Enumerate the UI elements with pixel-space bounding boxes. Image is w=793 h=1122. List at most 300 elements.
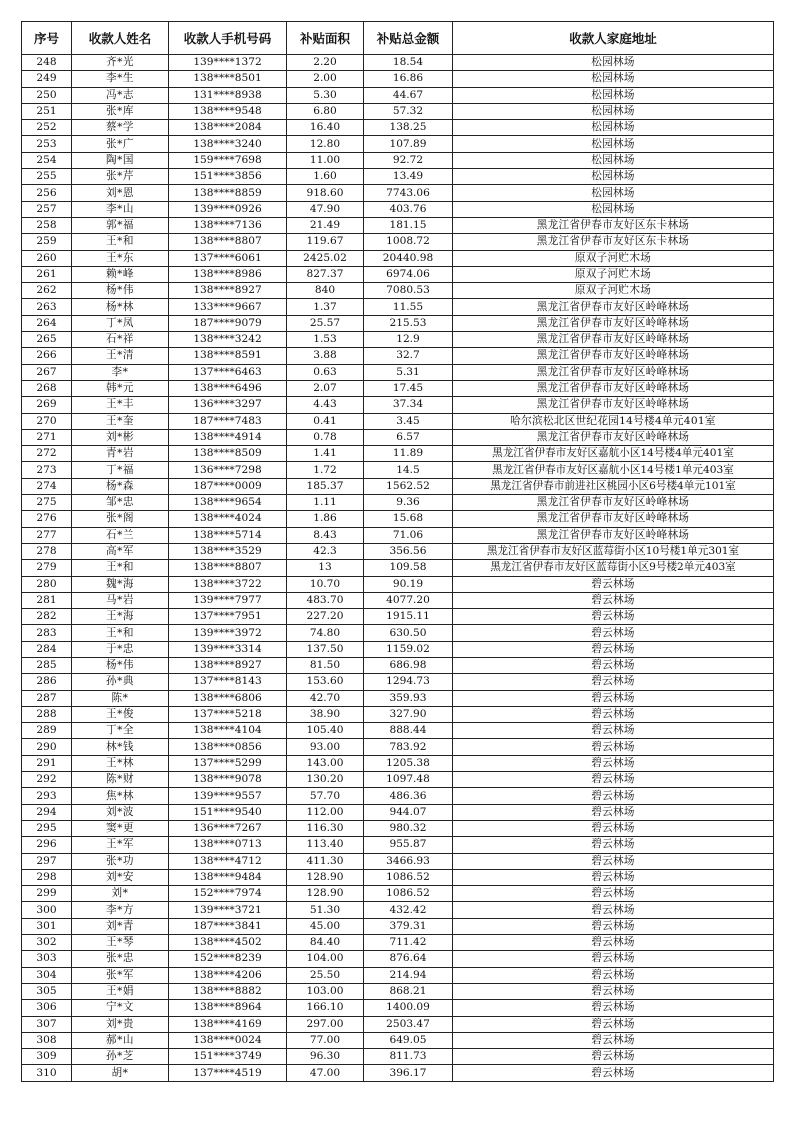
payee-phone-cell: 151****9540 xyxy=(169,804,287,820)
subsidy-amount-cell: 109.58 xyxy=(364,560,453,576)
payee-name-cell: 蔡*学 xyxy=(72,120,169,136)
payee-name-cell: 刘*波 xyxy=(72,804,169,820)
subsidy-amount-cell: 16.86 xyxy=(364,71,453,87)
payee-phone-cell: 138****6806 xyxy=(169,690,287,706)
serial-no-cell: 251 xyxy=(22,103,72,119)
subsidy-amount-cell: 15.68 xyxy=(364,511,453,527)
payee-name-cell: 焦*林 xyxy=(72,788,169,804)
home-address-cell: 黑龙江省伊春市友好区东卡林场 xyxy=(453,217,774,233)
payee-phone-cell: 137****4519 xyxy=(169,1065,287,1081)
table-row xyxy=(22,755,774,771)
table-row xyxy=(22,657,774,673)
subsidy-amount-cell: 7743.06 xyxy=(364,185,453,201)
payee-phone-cell: 138****9484 xyxy=(169,869,287,885)
table-row xyxy=(22,560,774,576)
home-address-cell: 黑龙江省伊春市友好区蓝莓街小区10号楼1单元301室 xyxy=(453,543,774,559)
table-row xyxy=(22,592,774,608)
serial-no-cell: 307 xyxy=(22,1016,72,1032)
subsidy-amount-cell: 1159.02 xyxy=(364,641,453,657)
serial-no-cell: 304 xyxy=(22,967,72,983)
payee-phone-cell: 187****9079 xyxy=(169,315,287,331)
subsidy-area-cell: 38.90 xyxy=(287,706,364,722)
subsidy-area-cell: 96.30 xyxy=(287,1049,364,1065)
subsidy-area-cell: 128.90 xyxy=(287,886,364,902)
serial-no-cell: 284 xyxy=(22,641,72,657)
payee-name-cell: 邹*忠 xyxy=(72,495,169,511)
serial-no-cell: 294 xyxy=(22,804,72,820)
payee-phone-cell: 138****8882 xyxy=(169,983,287,999)
payee-name-cell: 张*库 xyxy=(72,103,169,119)
subsidy-area-cell: 8.43 xyxy=(287,527,364,543)
subsidy-amount-cell: 181.15 xyxy=(364,217,453,233)
subsidy-amount-cell: 107.89 xyxy=(364,136,453,152)
home-address-cell: 碧云林场 xyxy=(453,886,774,902)
subsidy-amount-cell: 12.9 xyxy=(364,332,453,348)
subsidy-area-cell: 1.37 xyxy=(287,299,364,315)
payee-phone-cell: 152****7974 xyxy=(169,886,287,902)
payee-name-cell: 刘*安 xyxy=(72,869,169,885)
payee-name-cell: 杨*伟 xyxy=(72,283,169,299)
subsidy-area-cell: 77.00 xyxy=(287,1032,364,1048)
home-address-cell: 黑龙江省伊春市友好区岭峰林场 xyxy=(453,332,774,348)
payee-phone-cell: 151****3749 xyxy=(169,1049,287,1065)
home-address-cell: 碧云林场 xyxy=(453,967,774,983)
subsidy-amount-cell: 876.64 xyxy=(364,951,453,967)
payee-phone-cell: 138****4712 xyxy=(169,853,287,869)
subsidy-amount-cell: 138.25 xyxy=(364,120,453,136)
payee-phone-cell: 139****3314 xyxy=(169,641,287,657)
table-row xyxy=(22,1000,774,1016)
home-address-cell: 原双子河贮木场 xyxy=(453,250,774,266)
table-row xyxy=(22,71,774,87)
payee-name-cell: 王*海 xyxy=(72,609,169,625)
table-row xyxy=(22,1016,774,1032)
home-address-cell: 碧云林场 xyxy=(453,641,774,657)
home-address-cell: 碧云林场 xyxy=(453,1000,774,1016)
payee-name-cell: 李*山 xyxy=(72,201,169,217)
table-body xyxy=(22,55,774,1082)
home-address-cell: 松园林场 xyxy=(453,169,774,185)
subsidy-area-cell: 483.70 xyxy=(287,592,364,608)
subsidy-amount-cell: 13.49 xyxy=(364,169,453,185)
payee-name-cell: 王*东 xyxy=(72,250,169,266)
serial-no-cell: 296 xyxy=(22,837,72,853)
serial-no-cell: 273 xyxy=(22,462,72,478)
home-address-cell: 松园林场 xyxy=(453,136,774,152)
payee-phone-cell: 138****4104 xyxy=(169,723,287,739)
payee-name-cell: 王*琴 xyxy=(72,935,169,951)
payee-name-cell: 王*俊 xyxy=(72,706,169,722)
table-row xyxy=(22,283,774,299)
subsidy-area-cell: 1.86 xyxy=(287,511,364,527)
subsidy-amount-cell: 888.44 xyxy=(364,723,453,739)
home-address-cell: 碧云林场 xyxy=(453,983,774,999)
home-address-cell: 黑龙江省伊春市友好区蓝莓街小区9号楼2单元403室 xyxy=(453,560,774,576)
subsidy-area-cell: 2.07 xyxy=(287,380,364,396)
subsidy-area-cell: 2.20 xyxy=(287,55,364,71)
serial-no-cell: 278 xyxy=(22,543,72,559)
table-row xyxy=(22,169,774,185)
serial-no-cell: 302 xyxy=(22,935,72,951)
serial-no-cell: 290 xyxy=(22,739,72,755)
payee-phone-cell: 138****3529 xyxy=(169,543,287,559)
table-row xyxy=(22,576,774,592)
table-row xyxy=(22,511,774,527)
table-row xyxy=(22,723,774,739)
table-row xyxy=(22,869,774,885)
table-row xyxy=(22,674,774,690)
home-address-cell: 碧云林场 xyxy=(453,657,774,673)
payee-name-cell: 王*清 xyxy=(72,348,169,364)
home-address-cell: 黑龙江省伊春市友好区嘉航小区14号楼1单元403室 xyxy=(453,462,774,478)
subsidy-amount-cell: 1400.09 xyxy=(364,1000,453,1016)
serial-no-cell: 257 xyxy=(22,201,72,217)
table-header xyxy=(22,22,774,55)
payee-name-cell: 齐*光 xyxy=(72,55,169,71)
table-row xyxy=(22,902,774,918)
payee-phone-cell: 138****0024 xyxy=(169,1032,287,1048)
payee-name-cell: 张*芹 xyxy=(72,169,169,185)
subsidy-amount-cell: 32.7 xyxy=(364,348,453,364)
serial-no-cell: 299 xyxy=(22,886,72,902)
subsidy-area-cell: 137.50 xyxy=(287,641,364,657)
table-row xyxy=(22,853,774,869)
subsidy-amount-cell: 1562.52 xyxy=(364,478,453,494)
payee-name-cell: 王*和 xyxy=(72,560,169,576)
payee-name-cell: 杨*伟 xyxy=(72,657,169,673)
serial-no-cell: 248 xyxy=(22,55,72,71)
home-address-cell: 碧云林场 xyxy=(453,804,774,820)
home-address-cell: 碧云林场 xyxy=(453,576,774,592)
table-row xyxy=(22,429,774,445)
header-payee-home-address: 收款人家庭地址 xyxy=(453,22,774,55)
subsidy-area-cell: 42.3 xyxy=(287,543,364,559)
serial-no-cell: 285 xyxy=(22,657,72,673)
subsidy-area-cell: 3.88 xyxy=(287,348,364,364)
payee-name-cell: 郝*山 xyxy=(72,1032,169,1048)
home-address-cell: 碧云林场 xyxy=(453,755,774,771)
payee-phone-cell: 138****8591 xyxy=(169,348,287,364)
table-row xyxy=(22,446,774,462)
payee-phone-cell: 139****3972 xyxy=(169,625,287,641)
home-address-cell: 黑龙江省伊春市友好区岭峰林场 xyxy=(453,511,774,527)
subsidy-area-cell: 57.70 xyxy=(287,788,364,804)
table-row xyxy=(22,788,774,804)
subsidy-amount-cell: 686.98 xyxy=(364,657,453,673)
table-row xyxy=(22,772,774,788)
payee-phone-cell: 136****7298 xyxy=(169,462,287,478)
serial-no-cell: 255 xyxy=(22,169,72,185)
payee-phone-cell: 138****0856 xyxy=(169,739,287,755)
table-row xyxy=(22,364,774,380)
payee-phone-cell: 138****8807 xyxy=(169,234,287,250)
payee-name-cell: 赖*峰 xyxy=(72,266,169,282)
payee-phone-cell: 159****7698 xyxy=(169,152,287,168)
home-address-cell: 黑龙江省伊春市友好区岭峰林场 xyxy=(453,397,774,413)
payee-name-cell: 孙*典 xyxy=(72,674,169,690)
subsidy-amount-cell: 2503.47 xyxy=(364,1016,453,1032)
subsidy-area-cell: 2425.02 xyxy=(287,250,364,266)
subsidy-area-cell: 47.90 xyxy=(287,201,364,217)
subsidy-area-cell: 12.80 xyxy=(287,136,364,152)
subsidy-area-cell: 21.49 xyxy=(287,217,364,233)
payee-phone-cell: 138****4914 xyxy=(169,429,287,445)
serial-no-cell: 305 xyxy=(22,983,72,999)
subsidy-amount-cell: 90.19 xyxy=(364,576,453,592)
payee-name-cell: 张*功 xyxy=(72,853,169,869)
serial-no-cell: 291 xyxy=(22,755,72,771)
payee-phone-cell: 136****7267 xyxy=(169,820,287,836)
serial-no-cell: 258 xyxy=(22,217,72,233)
subsidy-area-cell: 153.60 xyxy=(287,674,364,690)
home-address-cell: 碧云林场 xyxy=(453,690,774,706)
payee-phone-cell: 151****3856 xyxy=(169,169,287,185)
subsidy-area-cell: 81.50 xyxy=(287,657,364,673)
subsidy-amount-cell: 1097.48 xyxy=(364,772,453,788)
serial-no-cell: 254 xyxy=(22,152,72,168)
serial-no-cell: 262 xyxy=(22,283,72,299)
subsidy-area-cell: 1.41 xyxy=(287,446,364,462)
payee-phone-cell: 138****4169 xyxy=(169,1016,287,1032)
subsidy-area-cell: 411.30 xyxy=(287,853,364,869)
serial-no-cell: 293 xyxy=(22,788,72,804)
payee-name-cell: 石*兰 xyxy=(72,527,169,543)
subsidy-amount-cell: 3466.93 xyxy=(364,853,453,869)
payee-name-cell: 王*和 xyxy=(72,625,169,641)
payee-name-cell: 李*方 xyxy=(72,902,169,918)
subsidy-area-cell: 16.40 xyxy=(287,120,364,136)
serial-no-cell: 270 xyxy=(22,413,72,429)
payee-phone-cell: 138****8986 xyxy=(169,266,287,282)
subsidy-amount-cell: 980.32 xyxy=(364,820,453,836)
table-row xyxy=(22,820,774,836)
table-row xyxy=(22,886,774,902)
subsidy-area-cell: 143.00 xyxy=(287,755,364,771)
payee-name-cell: 王*和 xyxy=(72,234,169,250)
subsidy-area-cell: 297.00 xyxy=(287,1016,364,1032)
subsidy-area-cell: 130.20 xyxy=(287,772,364,788)
payee-phone-cell: 138****2084 xyxy=(169,120,287,136)
payee-name-cell: 冯*志 xyxy=(72,87,169,103)
payee-name-cell: 丁*福 xyxy=(72,462,169,478)
header-payee-name: 收款人姓名 xyxy=(72,22,169,55)
subsidy-amount-cell: 379.31 xyxy=(364,918,453,934)
table-row xyxy=(22,87,774,103)
home-address-cell: 松园林场 xyxy=(453,71,774,87)
serial-no-cell: 300 xyxy=(22,902,72,918)
header-subsidy-total-amount: 补贴总金额 xyxy=(364,22,453,55)
serial-no-cell: 297 xyxy=(22,853,72,869)
serial-no-cell: 281 xyxy=(22,592,72,608)
payee-name-cell: 丁*凤 xyxy=(72,315,169,331)
subsidy-amount-cell: 214.94 xyxy=(364,967,453,983)
header-subsidy-area: 补贴面积 xyxy=(287,22,364,55)
home-address-cell: 碧云林场 xyxy=(453,1016,774,1032)
subsidy-area-cell: 5.30 xyxy=(287,87,364,103)
home-address-cell: 碧云林场 xyxy=(453,788,774,804)
subsidy-area-cell: 112.00 xyxy=(287,804,364,820)
subsidy-amount-cell: 811.73 xyxy=(364,1049,453,1065)
subsidy-area-cell: 227.20 xyxy=(287,609,364,625)
header-payee-phone: 收款人手机号码 xyxy=(169,22,287,55)
payee-phone-cell: 131****8938 xyxy=(169,87,287,103)
payee-phone-cell: 138****5714 xyxy=(169,527,287,543)
payee-phone-cell: 138****4024 xyxy=(169,511,287,527)
subsidy-area-cell: 6.80 xyxy=(287,103,364,119)
payee-phone-cell: 138****0713 xyxy=(169,837,287,853)
table-row xyxy=(22,250,774,266)
home-address-cell: 碧云林场 xyxy=(453,951,774,967)
header-serial-no: 序号 xyxy=(22,22,72,55)
serial-no-cell: 275 xyxy=(22,495,72,511)
subsidy-amount-cell: 9.36 xyxy=(364,495,453,511)
subsidy-area-cell: 74.80 xyxy=(287,625,364,641)
subsidy-area-cell: 25.57 xyxy=(287,315,364,331)
subsidy-amount-cell: 649.05 xyxy=(364,1032,453,1048)
serial-no-cell: 272 xyxy=(22,446,72,462)
serial-no-cell: 267 xyxy=(22,364,72,380)
table-row xyxy=(22,348,774,364)
table-row xyxy=(22,609,774,625)
home-address-cell: 碧云林场 xyxy=(453,739,774,755)
table-row xyxy=(22,201,774,217)
home-address-cell: 碧云林场 xyxy=(453,772,774,788)
table-row xyxy=(22,967,774,983)
serial-no-cell: 269 xyxy=(22,397,72,413)
serial-no-cell: 282 xyxy=(22,609,72,625)
serial-no-cell: 250 xyxy=(22,87,72,103)
payee-name-cell: 陈* xyxy=(72,690,169,706)
payee-phone-cell: 138****8927 xyxy=(169,283,287,299)
payee-name-cell: 林*钱 xyxy=(72,739,169,755)
subsidy-amount-cell: 1086.52 xyxy=(364,869,453,885)
payee-name-cell: 韩*元 xyxy=(72,380,169,396)
home-address-cell: 黑龙江省伊春市友好区岭峰林场 xyxy=(453,364,774,380)
subsidy-amount-cell: 359.93 xyxy=(364,690,453,706)
serial-no-cell: 287 xyxy=(22,690,72,706)
table-row xyxy=(22,918,774,934)
home-address-cell: 黑龙江省伊春市友好区岭峰林场 xyxy=(453,315,774,331)
table-row xyxy=(22,217,774,233)
payee-phone-cell: 138****3722 xyxy=(169,576,287,592)
home-address-cell: 哈尔滨松北区世纪花园14号楼4单元401室 xyxy=(453,413,774,429)
payee-name-cell: 刘*青 xyxy=(72,918,169,934)
home-address-cell: 碧云林场 xyxy=(453,1049,774,1065)
payee-phone-cell: 138****3242 xyxy=(169,332,287,348)
table-row xyxy=(22,120,774,136)
subsidy-area-cell: 119.67 xyxy=(287,234,364,250)
payee-phone-cell: 187****3841 xyxy=(169,918,287,934)
serial-no-cell: 256 xyxy=(22,185,72,201)
subsidy-amount-cell: 783.92 xyxy=(364,739,453,755)
subsidy-amount-cell: 955.87 xyxy=(364,837,453,853)
subsidy-area-cell: 84.40 xyxy=(287,935,364,951)
payee-phone-cell: 152****8239 xyxy=(169,951,287,967)
home-address-cell: 碧云林场 xyxy=(453,902,774,918)
payee-name-cell: 宁*文 xyxy=(72,1000,169,1016)
payee-phone-cell: 138****8509 xyxy=(169,446,287,462)
subsidy-area-cell: 25.50 xyxy=(287,967,364,983)
serial-no-cell: 253 xyxy=(22,136,72,152)
home-address-cell: 松园林场 xyxy=(453,103,774,119)
payee-name-cell: 张*军 xyxy=(72,967,169,983)
subsidy-area-cell: 918.60 xyxy=(287,185,364,201)
serial-no-cell: 249 xyxy=(22,71,72,87)
payee-phone-cell: 138****7136 xyxy=(169,217,287,233)
serial-no-cell: 264 xyxy=(22,315,72,331)
payee-name-cell: 王*娟 xyxy=(72,983,169,999)
home-address-cell: 黑龙江省伊春市友好区嘉航小区14号楼4单元401室 xyxy=(453,446,774,462)
home-address-cell: 松园林场 xyxy=(453,120,774,136)
serial-no-cell: 298 xyxy=(22,869,72,885)
payee-name-cell: 张*广 xyxy=(72,136,169,152)
home-address-cell: 松园林场 xyxy=(453,201,774,217)
subsidy-amount-cell: 1086.52 xyxy=(364,886,453,902)
serial-no-cell: 268 xyxy=(22,380,72,396)
subsidy-amount-cell: 14.5 xyxy=(364,462,453,478)
home-address-cell: 黑龙江省伊春市友好区岭峰林场 xyxy=(453,299,774,315)
payee-phone-cell: 138****8807 xyxy=(169,560,287,576)
subsidy-amount-cell: 6.57 xyxy=(364,429,453,445)
payee-name-cell: 王*军 xyxy=(72,837,169,853)
payee-phone-cell: 137****6061 xyxy=(169,250,287,266)
payee-name-cell: 李* xyxy=(72,364,169,380)
payee-name-cell: 刘* xyxy=(72,886,169,902)
payee-name-cell: 王*丰 xyxy=(72,397,169,413)
serial-no-cell: 306 xyxy=(22,1000,72,1016)
payee-name-cell: 杨*森 xyxy=(72,478,169,494)
subsidy-area-cell: 840 xyxy=(287,283,364,299)
payee-name-cell: 郭*福 xyxy=(72,217,169,233)
subsidy-amount-cell: 486.36 xyxy=(364,788,453,804)
home-address-cell: 碧云林场 xyxy=(453,674,774,690)
payee-phone-cell: 139****9557 xyxy=(169,788,287,804)
payee-name-cell: 于*忠 xyxy=(72,641,169,657)
payee-name-cell: 杨*林 xyxy=(72,299,169,315)
subsidy-area-cell: 1.72 xyxy=(287,462,364,478)
subsidy-amount-cell: 18.54 xyxy=(364,55,453,71)
payee-phone-cell: 137****6463 xyxy=(169,364,287,380)
table-row xyxy=(22,1065,774,1081)
subsidy-area-cell: 128.90 xyxy=(287,869,364,885)
payee-phone-cell: 139****7977 xyxy=(169,592,287,608)
home-address-cell: 黑龙江省伊春市友好区岭峰林场 xyxy=(453,527,774,543)
payee-name-cell: 魏*海 xyxy=(72,576,169,592)
table-row xyxy=(22,1032,774,1048)
payee-phone-cell: 187****0009 xyxy=(169,478,287,494)
payee-name-cell: 窦*更 xyxy=(72,820,169,836)
subsidy-area-cell: 10.70 xyxy=(287,576,364,592)
payee-name-cell: 石*祥 xyxy=(72,332,169,348)
home-address-cell: 碧云林场 xyxy=(453,820,774,836)
payee-phone-cell: 138****4206 xyxy=(169,967,287,983)
home-address-cell: 黑龙江省伊春市友好区岭峰林场 xyxy=(453,429,774,445)
payee-phone-cell: 187****7483 xyxy=(169,413,287,429)
serial-no-cell: 301 xyxy=(22,918,72,934)
table-row xyxy=(22,397,774,413)
subsidy-amount-cell: 4077.20 xyxy=(364,592,453,608)
serial-no-cell: 283 xyxy=(22,625,72,641)
home-address-cell: 碧云林场 xyxy=(453,706,774,722)
subsidy-area-cell: 93.00 xyxy=(287,739,364,755)
payee-phone-cell: 137****8143 xyxy=(169,674,287,690)
subsidy-amount-cell: 432.42 xyxy=(364,902,453,918)
table-row xyxy=(22,266,774,282)
payee-phone-cell: 137****7951 xyxy=(169,609,287,625)
subsidy-area-cell: 104.00 xyxy=(287,951,364,967)
table-row xyxy=(22,625,774,641)
subsidy-area-cell: 0.41 xyxy=(287,413,364,429)
